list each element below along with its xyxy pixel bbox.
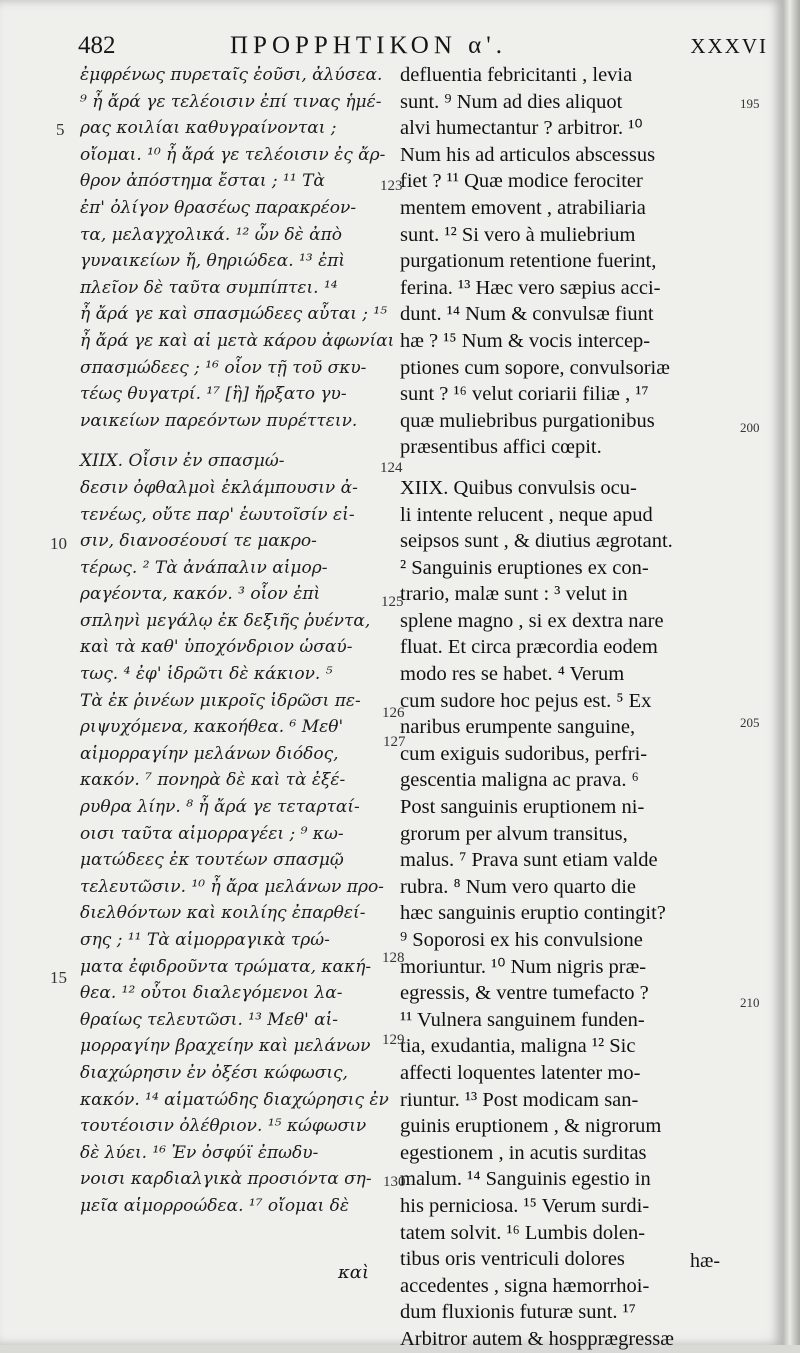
- text-line: fiet ? ¹¹ Quæ modice ferociter: [400, 170, 643, 193]
- margin-number: 123: [380, 178, 403, 194]
- text-line: splene magno , si ex dextra nare: [400, 609, 664, 632]
- text-line: Arbitror autem & hospprægressæ: [400, 1327, 674, 1350]
- text-line: τα, μελαγχολικά. ¹² ὧν δὲ ἀπὸ: [80, 224, 342, 245]
- margin-number: 130: [383, 1174, 406, 1190]
- text-line: μεῖα αἱμορροώδεα. ¹⁷ οἴομαι δὲ: [80, 1195, 350, 1216]
- page-number: 482: [78, 32, 116, 59]
- margin-number: 126: [382, 705, 405, 721]
- text-line: ριψυχόμενα, κακοήθεα. ⁶ Μεθ': [80, 717, 344, 738]
- margin-number: 210: [740, 995, 760, 1010]
- text-line: κακόν. ¹⁴ αἱματώδης διαχώρησις ἐν: [80, 1089, 389, 1110]
- text-line: egressis, & ventre tumefacto ?: [400, 982, 649, 1005]
- text-line: τουτέοισιν ὀλέθριον. ¹⁵ κώφωσιν: [80, 1116, 367, 1137]
- section-gap: [80, 434, 380, 448]
- text-line: dunt. ¹⁴ Num & convulsæ fiunt: [400, 303, 654, 326]
- text-line: Τὰ ἐκ ῥινέων μικροῖς ἱδρῶσι πε-: [80, 690, 361, 711]
- text-line: ματα ἐφιδροῦντα τρώματα, κακή-: [80, 956, 372, 977]
- text-line: moriuntur. ¹⁰ Num nigris præ-: [400, 955, 647, 978]
- text-line: grorum per alvum transitus,: [400, 822, 628, 845]
- text-line: ματώδεες ἐκ τουτέων σπασμῷ: [80, 850, 344, 871]
- text-line: XIIX. Quibus convulsis ocu-: [400, 476, 637, 499]
- text-line: ρας κοιλίαι καθυγραίνονται ;: [80, 118, 337, 139]
- margin-number: 124: [380, 460, 403, 476]
- text-line: οισι ταῦτα αἱμορραγέει ; ⁹ κω-: [80, 823, 344, 844]
- text-line: τως. ⁴ ἐφ' ἱδρῶτι δὲ κάκιον. ⁵: [80, 664, 333, 685]
- text-line: purgationum retentione fuerint,: [400, 250, 657, 273]
- text-line: li intente relucent , neque apud: [400, 503, 653, 526]
- section-gap: [400, 461, 730, 475]
- text-line: egestionem , in acutis surditas: [400, 1141, 647, 1164]
- text-line: accedentes , signa hæmorrhoi-: [400, 1274, 650, 1297]
- text-line: ρυθρα λίην. ⁸ ἦ ἄρά γε τεταρταί-: [80, 797, 360, 818]
- text-line: malum. ¹⁴ Sanguinis egestio in: [400, 1168, 651, 1191]
- running-header: [60, 30, 772, 66]
- text-line: cum sudore hoc pejus est. ⁵ Ex: [400, 689, 652, 712]
- text-line: τελευτῶσιν. ¹⁰ ἦ ἄρα μελάνων προ-: [80, 876, 384, 897]
- text-line: guinis eruptionem , & nigrorum: [400, 1115, 662, 1138]
- text-line: θραίως τελευτῶσι. ¹³ Μεθ' αἱ-: [80, 1009, 339, 1030]
- text-line: gescentia maligna ac prava. ⁶: [400, 769, 639, 792]
- text-line: διαχώρησιν ἐν ὀξέσι κώφωσις,: [80, 1062, 348, 1083]
- text-line: σης ; ¹¹ Τὰ αἱμορραγικὰ τρώ-: [80, 930, 330, 950]
- text-line: cum exiguis sudoribus, perfri-: [400, 742, 648, 765]
- text-line: ἐπ' ὀλίγον θρασέως παρακρέον-: [80, 197, 357, 218]
- text-line: naribus erumpente sanguine,: [400, 716, 636, 739]
- margin-number: 125: [381, 594, 404, 610]
- text-line: riuntur. ¹³ Post modicam san-: [400, 1088, 639, 1111]
- text-line: ἐμφρένως πυρεταῖς ἐοῦσι, ἀλύσεα.: [80, 65, 383, 85]
- text-line: mentem emovent , atrabiliaria: [400, 196, 646, 219]
- text-line: defluentia febricitanti , levia: [400, 64, 633, 86]
- margin-number: 128: [382, 950, 405, 966]
- text-line: θεα. ¹² οὗτοι διαλεγόμενοι λα-: [80, 983, 343, 1004]
- text-line: tia, exudantia, maligna ¹² Sic: [400, 1035, 636, 1058]
- text-line: fluat. Et circa præcordia eodem: [400, 636, 658, 659]
- text-line: quæ muliebribus purgationibus: [400, 409, 655, 432]
- text-line: οἴομαι. ¹⁰ ἦ ἄρά γε τελέοισιν ἐς ἄρ-: [80, 144, 386, 165]
- text-line: τέρως. ² Τὰ ἀνάπαλιν αἱμορ-: [80, 557, 328, 578]
- text-line: tatem solvit. ¹⁶ Lumbis dolen-: [400, 1221, 646, 1244]
- text-line: ραγέοντα, κακόν. ³ οἷον ἐπὶ: [80, 584, 321, 605]
- text-line: θρον ἀπόστημα ἔσται ; ¹¹ Τὰ: [80, 171, 325, 192]
- page-edge: [783, 0, 800, 1345]
- text-line: ΧΙΙΧ. Οἷσιν ἐν σπασμώ-: [80, 451, 285, 472]
- text-line: sunt ? ¹⁶ velut coriarii filiæ , ¹⁷: [400, 383, 649, 406]
- text-line: ¹¹ Vulnera sanguinem funden-: [400, 1008, 645, 1031]
- text-line: ² Sanguinis eruptiones ex con-: [400, 556, 649, 579]
- text-line: ⁹ Soporosi ex his convulsione: [400, 929, 643, 951]
- text-line: ferina. ¹³ Hæc vero sæpius acci-: [400, 276, 661, 299]
- text-line: τενέως, οὔτε παρ' ἑωυτοῖσίν εἰ-: [80, 504, 355, 525]
- text-line: his perniciosa. ¹⁵ Verum surdi-: [400, 1194, 650, 1217]
- text-line: μορραγίην βραχείην καὶ μελάνων: [80, 1036, 371, 1057]
- text-line: rubra. ⁸ Num vero quarto die: [400, 875, 636, 898]
- page-title: ΠΡΟΡΡΗΤΙΚΟΝ α'.: [230, 32, 508, 59]
- text-line: αἱμορραγίην μελάνων διόδος,: [80, 743, 339, 764]
- signature-mark: XXXVI: [690, 34, 768, 58]
- text-line: νοισι καρδιαλγικὰ προσιόντα ση-: [80, 1169, 372, 1190]
- margin-number: 129: [382, 1032, 405, 1048]
- text-line: modo res se habet. ⁴ Verum: [400, 663, 625, 686]
- text-line: hæ ? ¹⁵ Num & vocis intercep-: [400, 329, 651, 352]
- text-line: tibus oris ventriculi dolores: [400, 1248, 625, 1271]
- text-line: ναικείων παρεόντων πυρέττειν.: [80, 410, 358, 431]
- text-line: σπληνὶ μεγάλῳ ἐκ δεξιῆς ῥυέντα,: [80, 610, 371, 631]
- text-line: τέως θυγατρί. ¹⁷ [ἣ] ἤρξατο γυ-: [80, 384, 347, 405]
- text-line: πλεῖον δὲ ταῦτα συμπίπτει. ¹⁴: [80, 277, 338, 298]
- text-line: dum fluxionis futuræ sunt. ¹⁷: [400, 1301, 636, 1324]
- text-line: διελθόντων καὶ κοιλίης ἐπαρθεί-: [80, 903, 366, 924]
- line-number: 10: [50, 534, 67, 553]
- text-line: σπασμώδεες ; ¹⁶ οἷον τῇ τοῦ σκυ-: [80, 357, 367, 378]
- margin-number: 205: [740, 715, 760, 730]
- latin-text-column: [400, 62, 730, 1353]
- text-line: καὶ τὰ καθ' ὑποχόνδριον ὡσαύ-: [80, 637, 353, 658]
- catchword-latin: hæ-: [690, 1250, 720, 1272]
- margin-number: 200: [740, 420, 760, 435]
- line-number: 5: [56, 120, 65, 139]
- text-line: ἦ ἄρά γε καὶ σπασμώδεες αὗται ; ¹⁵: [80, 304, 388, 325]
- catchword-greek: καὶ: [338, 1262, 370, 1283]
- text-line: ptiones cum sopore, convulsoriæ: [400, 356, 670, 379]
- text-line: malus. ⁷ Prava sunt etiam valde: [400, 849, 658, 872]
- line-number: 15: [50, 968, 67, 987]
- text-line: κακόν. ⁷ πονηρὰ δὲ καὶ τὰ ἐξέ-: [80, 770, 346, 791]
- text-line: affecti loquentes latenter mo-: [400, 1061, 641, 1084]
- text-line: seipsos sunt , & diutius ægrotant.: [400, 530, 673, 553]
- text-line: alvi humectantur ? arbitror. ¹⁰: [400, 117, 643, 140]
- text-line: δὲ λύει. ¹⁶ Ἐν ὀσφύϊ ἐπωδυ-: [80, 1142, 319, 1163]
- text-line: sunt. ⁹ Num ad dies aliquot: [400, 90, 623, 113]
- text-line: trario, malæ sunt : ³ velut in: [400, 583, 628, 606]
- margin-number: 127: [383, 734, 406, 750]
- text-line: hæc sanguinis eruptio contingit?: [400, 902, 666, 925]
- text-line: præsentibus affici cœpit.: [400, 436, 602, 459]
- text-line: sunt. ¹² Si vero à muliebrium: [400, 223, 636, 246]
- text-line: Post sanguinis eruptionem ni-: [400, 796, 645, 819]
- text-line: δεσιν ὀφθαλμοὶ ἐκλάμπουσιν ἀ-: [80, 477, 358, 498]
- margin-number: 195: [740, 96, 760, 111]
- text-line: ⁹ ἦ ἄρά γε τελέοισιν ἐπί τινας ἡμέ-: [80, 91, 382, 112]
- text-line: Num his ad articulos abscessus: [400, 143, 656, 166]
- text-line: σιν, διανοσέουσί τε μακρο-: [80, 531, 317, 552]
- text-line: γυναικείων ἤ, θηριώδεα. ¹³ ἐπὶ: [80, 251, 346, 272]
- text-line: ἦ ἄρά γε καὶ αἱ μετὰ κάρου ἀφωνίαι: [80, 330, 395, 351]
